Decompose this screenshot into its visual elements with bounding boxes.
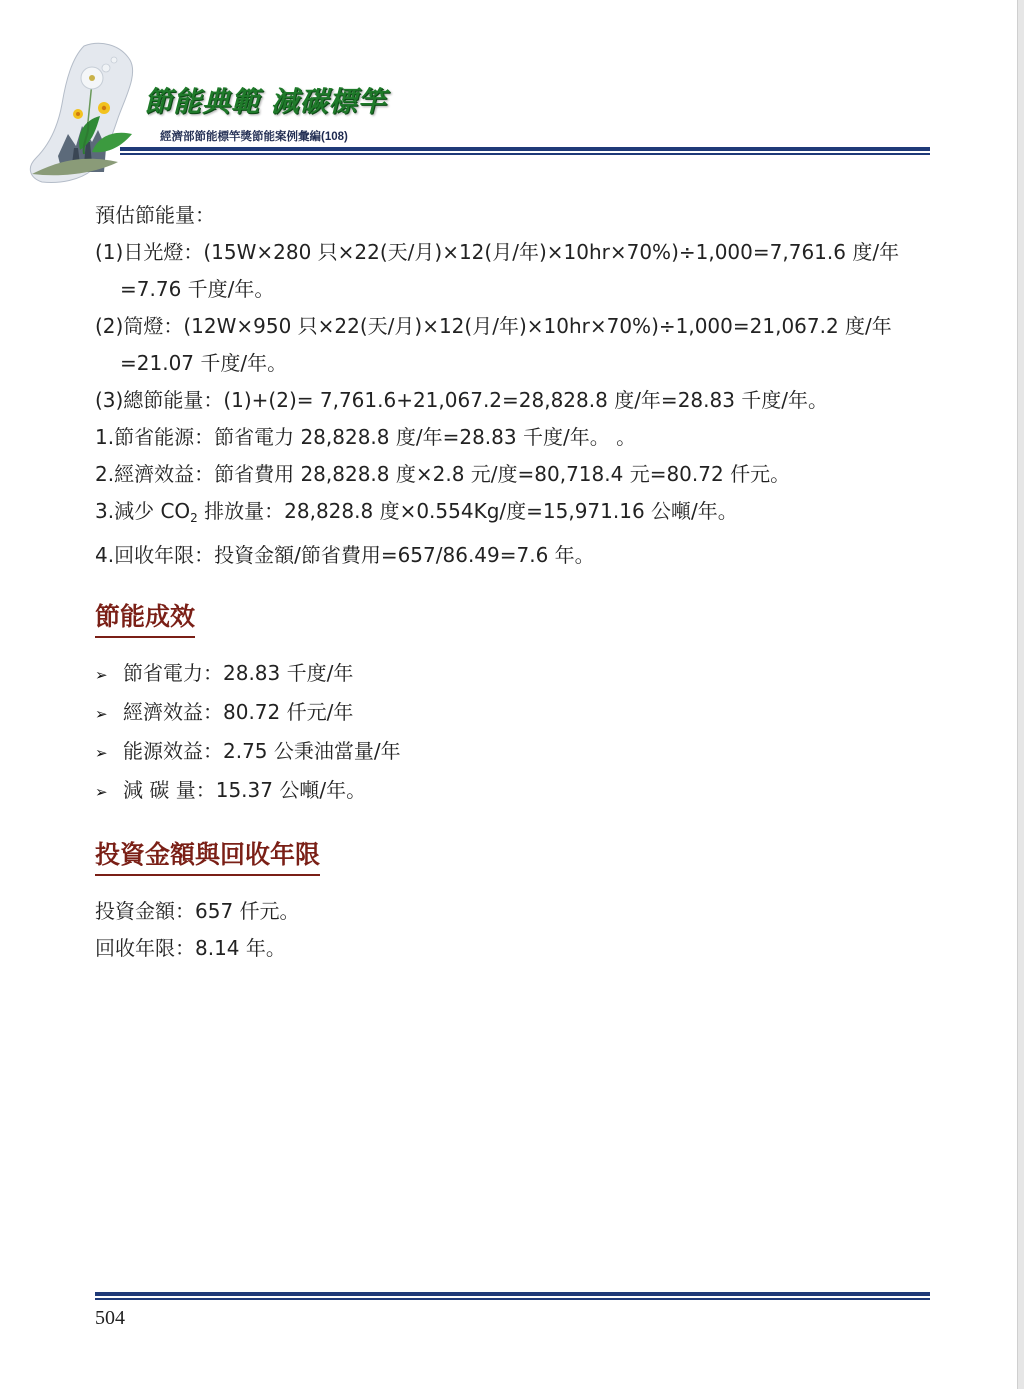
calc-line-co2	[95, 493, 935, 537]
bullet-arrow-icon: ➢	[95, 744, 108, 762]
list-item	[95, 772, 401, 811]
calc-line-energy-saving: 1.節省能源：節省電力 28,828.8 度/年=28.83 千度/年。 。	[95, 425, 637, 449]
bullet-arrow-icon: ➢	[95, 705, 108, 723]
result-energy: 能源效益：2.75 公秉油當量/年	[123, 739, 401, 763]
results-heading: 節能成效	[95, 600, 195, 638]
page-number: 504	[95, 1307, 125, 1329]
bullet-arrow-icon: ➢	[95, 666, 108, 684]
bullet-arrow-icon: ➢	[95, 783, 108, 801]
header-rule	[120, 147, 930, 151]
footer-rule	[95, 1292, 930, 1296]
page-edge-decoration	[1017, 0, 1024, 1389]
footer-rule-thin	[95, 1298, 930, 1300]
header-rule-thin	[120, 153, 930, 155]
list-item	[95, 733, 401, 772]
co2-subscript: 2	[190, 511, 198, 525]
brand-subtitle: 經濟部節能標竿獎節能案例彙編(108)	[160, 131, 348, 143]
list-item	[95, 655, 401, 694]
co2-suffix: 排放量：28,828.8 度×0.554Kg/度=15,971.16 公噸/年。	[197, 499, 738, 523]
calc-line-fluorescent-result: =7.76 千度/年。	[120, 277, 275, 301]
calc-line-total: (3)總節能量：(1)+(2)= 7,761.6+21,067.2=28,828.8 度/年=28.83 千度/年。	[95, 388, 829, 412]
brand-title: 節能典範 減碳標竿	[144, 85, 387, 118]
page-header	[0, 0, 1024, 190]
result-electricity: 節省電力：28.83 千度/年	[123, 661, 354, 685]
results-list	[95, 655, 401, 811]
result-economic: 經濟效益：80.72 仟元/年	[123, 700, 354, 724]
calculation-block	[95, 197, 935, 574]
result-carbon: 減 碳 量：15.37 公噸/年。	[123, 778, 367, 802]
calc-line-downlight: (2)筒燈：(12W×950 只×22(天/月)×12(月/年)×10hr×70%)÷1,000=21,067.2 度/年	[95, 314, 892, 338]
co2-prefix: 3.減少 CO	[95, 499, 191, 523]
calc-line-fluorescent: (1)日光燈：(15W×280 只×22(天/月)×12(月/年)×10hr×70%)÷1,000=7,761.6 度/年	[95, 240, 900, 264]
calc-line-downlight-result: =21.07 千度/年。	[120, 351, 288, 375]
list-item	[95, 694, 401, 733]
investment-heading: 投資金額與回收年限	[95, 838, 320, 876]
payback-period: 回收年限：8.14 年。	[95, 936, 286, 960]
calc-heading: 預估節能量：	[95, 203, 215, 227]
calc-line-payback: 4.回收年限：投資金額/節省費用=657/86.49=7.6 年。	[95, 543, 595, 567]
investment-block	[95, 893, 300, 967]
investment-amount: 投資金額：657 仟元。	[95, 899, 300, 923]
calc-line-economic-benefit: 2.經濟效益：節省費用 28,828.8 度×2.8 元/度=80,718.4 元=80.72 仟元。	[95, 462, 791, 486]
